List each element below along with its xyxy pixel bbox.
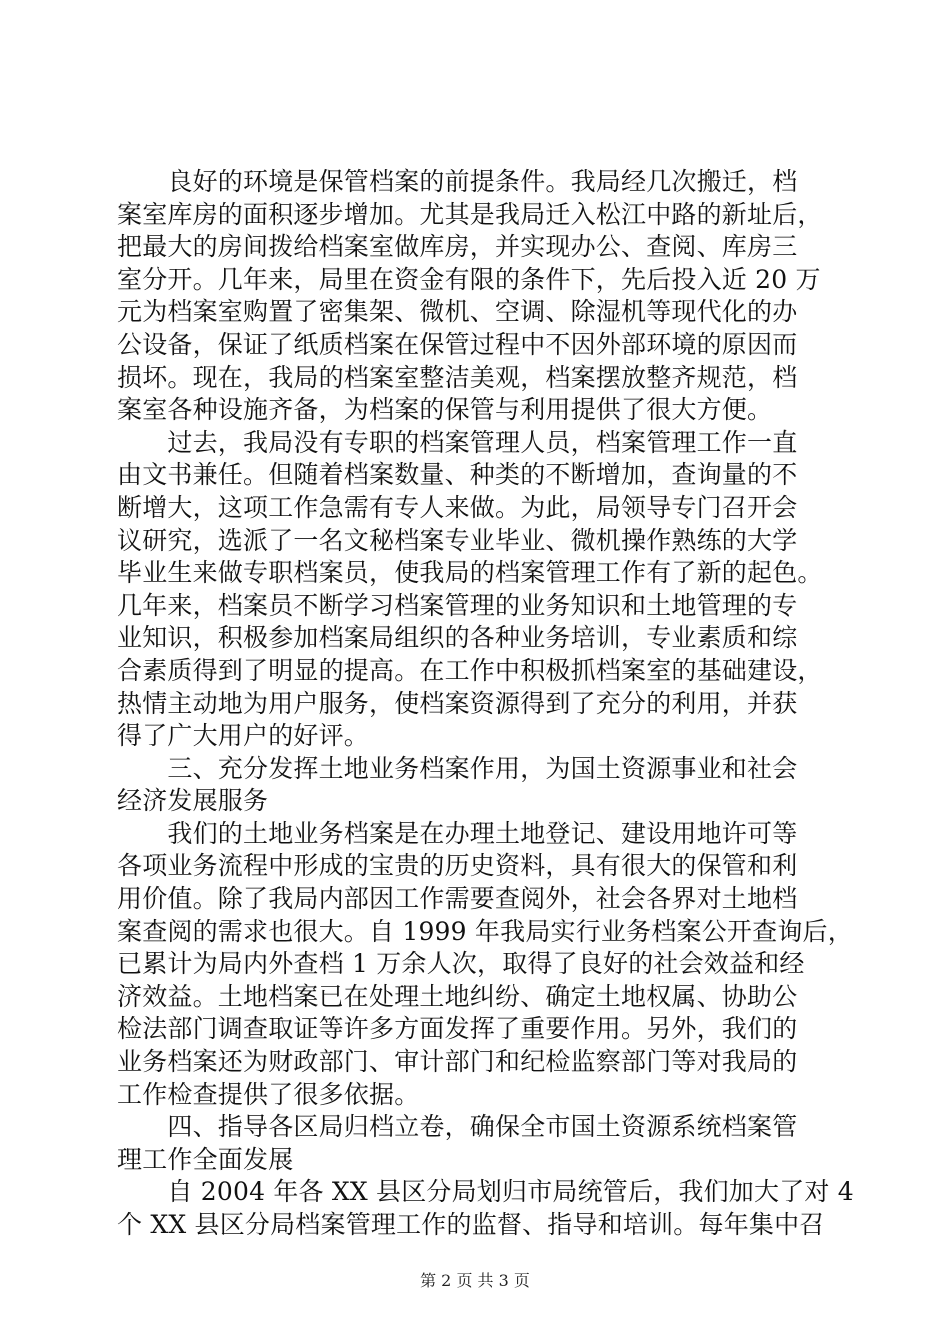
text-line: 业知识，积极参加档案局组织的各种业务培训，专业素质和综 xyxy=(117,623,798,653)
page-footer: 第 2 页 共 3 页 xyxy=(420,1271,530,1290)
text-line: 良好的环境是保管档案的前提条件。我局经几次搬迁，档 xyxy=(117,167,798,196)
text-line: 检法部门调查取证等许多方面发挥了重要作用。另外，我们的 xyxy=(117,1014,798,1044)
text-line: 业务档案还为财政部门、审计部门和纪检监察部门等对我局的 xyxy=(117,1047,798,1077)
text-line: 热情主动地为用户服务，使档案资源得到了充分的利用，并获 xyxy=(117,688,798,718)
text-line: 毕业生来做专职档案员，使我局的档案管理工作有了新的起色。 xyxy=(117,558,823,588)
text-line: 理工作全面发展 xyxy=(117,1144,294,1174)
text-line: 过去，我局没有专职的档案管理人员，档案管理工作一直 xyxy=(117,427,798,457)
text-line: 个 XX 县区分局档案管理工作的监督、指导和培训。每年集中召 xyxy=(117,1210,825,1239)
text-line: 用价值。除了我局内部因工作需要查阅外，社会各界对土地档 xyxy=(117,884,798,914)
text-line: 案室各种设施齐备，为档案的保管与利用提供了很大方便。 xyxy=(117,395,773,425)
text-line: 已累计为局内外查档 1 万余人次，取得了良好的社会效益和经 xyxy=(117,949,805,979)
text-line: 由文书兼任。但随着档案数量、种类的不断增加，查询量的不 xyxy=(117,460,798,490)
text-line: 案室库房的面积逐步增加。尤其是我局迁入松江中路的新址后， xyxy=(117,199,823,229)
text-line: 公设备，保证了纸质档案在保管过程中不因外部环境的原因而 xyxy=(117,329,798,359)
document-body xyxy=(117,166,854,1242)
text-line: 三、充分发挥土地业务档案作用，为国土资源事业和社会 xyxy=(117,753,798,783)
text-line: 断增大，这项工作急需有专人来做。为此，局领导专门召开会 xyxy=(117,492,798,522)
text-line: 室分开。几年来，局里在资金有限的条件下，先后投入近 20 万 xyxy=(117,264,821,294)
text-line: 损坏。现在，我局的档案室整洁美观，档案摆放整齐规范，档 xyxy=(117,362,798,392)
text-line: 工作检查提供了很多依据。 xyxy=(117,1079,420,1109)
text-line: 元为档案室购置了密集架、微机、空调、除湿机等现代化的办 xyxy=(117,297,798,327)
text-line: 经济发展服务 xyxy=(117,786,269,816)
text-line: 把最大的房间拨给档案室做库房，并实现办公、查阅、库房三 xyxy=(117,232,798,262)
text-line: 济效益。土地档案已在处理土地纠纷、确定土地权属、协助公 xyxy=(117,981,798,1011)
text-line: 议研究，选派了一名文秘档案专业毕业、微机操作熟练的大学 xyxy=(117,525,798,555)
text-line: 案查阅的需求也很大。自 1999 年我局实行业务档案公开查询后， xyxy=(117,916,853,946)
text-line: 我们的土地业务档案是在办理土地登记、建设用地许可等 xyxy=(117,818,798,848)
text-line: 几年来，档案员不断学习档案管理的业务知识和土地管理的专 xyxy=(117,590,798,620)
text-line: 自 2004 年各 XX 县区分局划归市局统管后，我们加大了对 4 xyxy=(117,1177,854,1207)
text-line: 各项业务流程中形成的宝贵的历史资料，具有很大的保管和利 xyxy=(117,851,798,881)
text-line: 得了广大用户的好评。 xyxy=(117,721,370,751)
text-line: 四、指导各区局归档立卷，确保全市国土资源系统档案管 xyxy=(117,1112,798,1142)
text-line: 合素质得到了明显的提高。在工作中积极抓档案室的基础建设， xyxy=(117,655,823,685)
